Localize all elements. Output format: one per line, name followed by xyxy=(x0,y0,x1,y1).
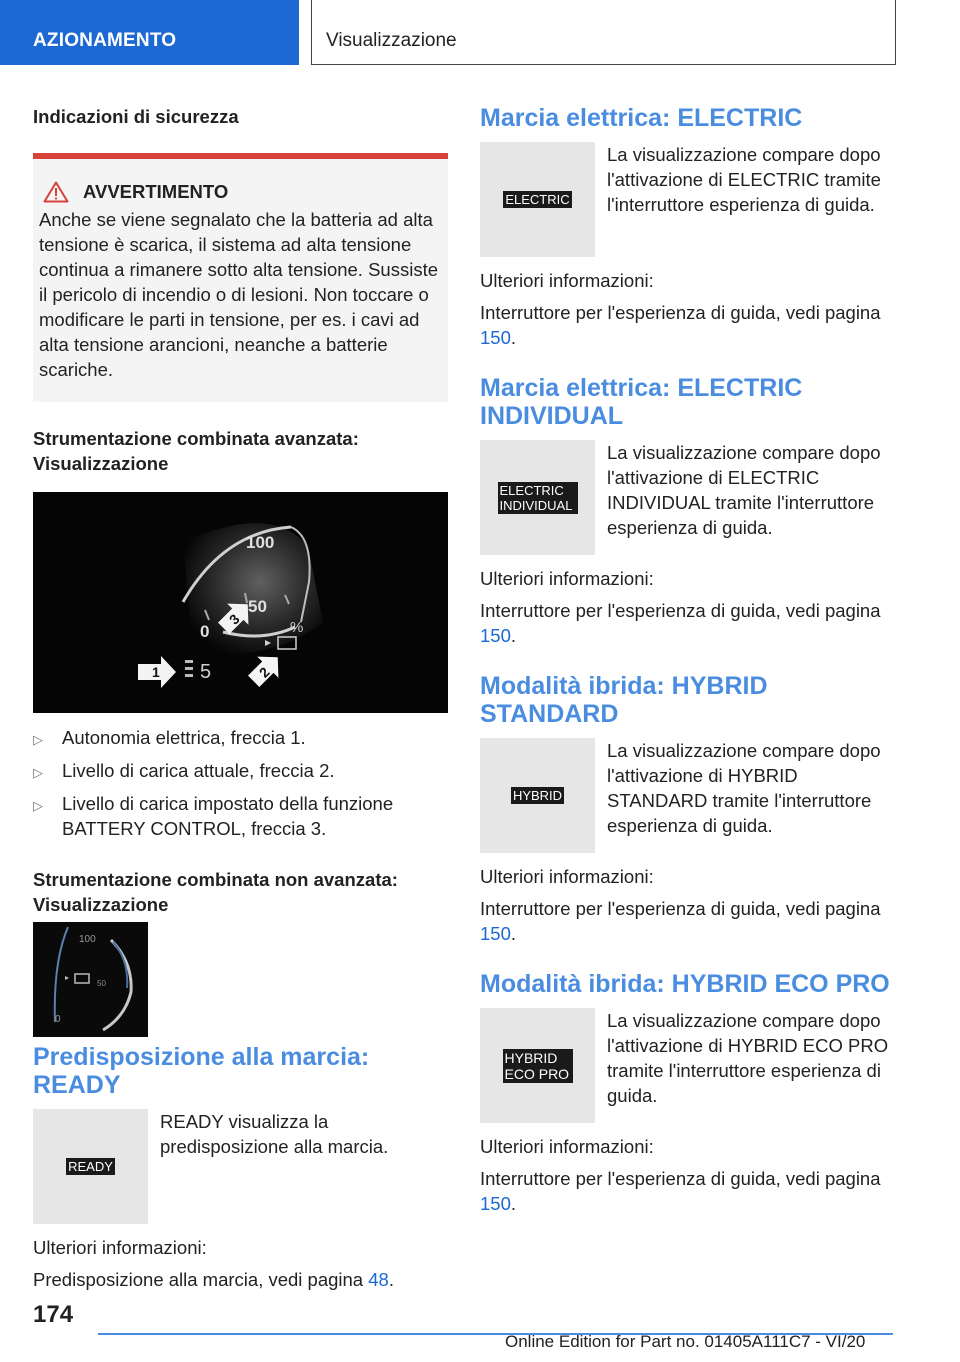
gauge-percent: % xyxy=(290,619,304,636)
small-gauge-100: 100 xyxy=(79,934,96,945)
hybrid-standard-more-info: Ulteriori informazioni: xyxy=(480,866,654,887)
edition-info: Online Edition for Part no. 01405A111C7 - VI/20 xyxy=(505,1332,866,1351)
electric-individual-badge: ELECTRIC INDIVIDUAL xyxy=(498,482,578,514)
ready-thumbnail xyxy=(33,1109,148,1224)
warning-title: AVVERTIMENTO xyxy=(83,181,229,202)
left-column xyxy=(33,104,448,1292)
hybrid-badge: HYBRID xyxy=(512,788,563,803)
page-number: 174 xyxy=(33,1301,74,1328)
right-column xyxy=(480,104,896,1216)
arrow-2 xyxy=(243,647,288,692)
electric-heading: Marcia elettrica: ELECTRIC xyxy=(480,104,803,132)
gauge-label-0: 0 xyxy=(200,622,210,641)
hybrid-eco-pro-reference: Interruttore per l'esperienza di guida, vedi pagina 150. xyxy=(480,1168,881,1214)
electric-page-link[interactable]: 150 xyxy=(480,327,511,348)
basic-cluster-image xyxy=(33,922,148,1037)
advanced-cluster-title: Strumentazione combinata avanzata: Visualizzazione xyxy=(33,428,359,474)
hybrid-standard-description: La visualizzazione compare dopo l'attivazione di HYBRID STANDARD tramite l'interruttore esperienza di guida. xyxy=(607,740,881,836)
svg-text:2: 2 xyxy=(255,663,273,681)
bullet-list xyxy=(33,725,448,841)
hybrid-standard-thumbnail xyxy=(480,738,595,853)
ready-row xyxy=(33,1109,448,1224)
electric-individual-description: La visualizzazione compare dopo l'attivazione di ELECTRIC INDIVIDUAL tramite l'interruttore esperienza di guida. xyxy=(607,442,881,538)
electric-reference: Interruttore per l'esperienza di guida, vedi pagina 150. xyxy=(480,302,881,348)
electric-thumbnail xyxy=(480,142,595,257)
bullet-triangle-icon: ▷ xyxy=(33,798,43,813)
ready-description: READY visualizza la predisposizione alla marcia. xyxy=(160,1111,389,1157)
ready-page-link[interactable]: 48 xyxy=(368,1269,389,1290)
hybrid-eco-pro-row xyxy=(480,1008,896,1123)
warning-triangle-icon xyxy=(43,181,69,203)
electric-badge: ELECTRIC xyxy=(505,192,570,207)
hybrid-eco-pro-page-link[interactable]: 150 xyxy=(480,1193,511,1214)
hybrid-eco-pro-thumbnail xyxy=(480,1008,595,1123)
section-tab: AZIONAMENTO xyxy=(0,0,299,65)
electric-more-info: Ulteriori informazioni: xyxy=(480,270,654,291)
hybrid-eco-pro-heading: Modalità ibrida: HYBRID ECO PRO xyxy=(480,970,890,998)
gauge-label-50: 50 xyxy=(248,597,267,616)
bullet-triangle-icon: ▷ xyxy=(33,732,43,747)
hybrid-standard-reference: Interruttore per l'esperienza di guida, vedi pagina 150. xyxy=(480,898,881,944)
hybrid-eco-pro-badge: HYBRID ECO PRO xyxy=(503,1049,573,1083)
svg-text:1: 1 xyxy=(152,664,160,680)
warning-text: Anche se viene segnalato che la batteria ad alta tensione è scarica, il sistema ad alta tensione continua a rimanere sotto alta tensione. Sussiste il pericolo di incendio o di lesioni. Non toccare o modificare le parti in tensione, per es. i cavi ad alta tensione arancioni, neanche a batterie scariche. xyxy=(39,209,439,380)
electric-description: La visualizzazione compare dopo l'attivazione di ELECTRIC tramite l'interruttore esperienza di guida. xyxy=(607,144,881,215)
warning-box xyxy=(33,153,448,402)
hybrid-standard-page-link[interactable]: 150 xyxy=(480,923,511,944)
safety-title: Indicazioni di sicurezza xyxy=(33,106,239,127)
chapter-title: Visualizzazione xyxy=(311,0,896,65)
gauge-label-100: 100 xyxy=(246,533,275,552)
electric-individual-reference: Interruttore per l'esperienza di guida, vedi pagina 150. xyxy=(480,600,881,646)
ready-heading: Predisposizione alla marcia: READY xyxy=(33,1043,370,1099)
range-value: 5 xyxy=(200,661,212,683)
list-item: ▷ Livello di carica attuale, freccia 2. xyxy=(33,758,448,785)
small-gauge-0: 0 xyxy=(55,1014,61,1025)
electric-individual-heading: Marcia elettrica: ELECTRIC INDIVIDUAL xyxy=(480,374,803,430)
hybrid-standard-heading: Modalità ibrida: HYBRID STANDARD xyxy=(480,672,768,728)
hybrid-standard-row xyxy=(480,738,896,853)
small-gauge-50: 50 xyxy=(97,979,106,988)
electric-individual-page-link[interactable]: 150 xyxy=(480,625,511,646)
electric-row xyxy=(480,142,896,257)
advanced-cluster-image xyxy=(33,492,448,713)
ready-reference: Predisposizione alla marcia, vedi pagina 48. xyxy=(33,1269,394,1290)
list-item: ▷ Autonomia elettrica, freccia 1. xyxy=(33,725,448,752)
ready-badge: READY xyxy=(68,1159,113,1174)
basic-cluster-title: Strumentazione combinata non avanzata: Visualizzazione xyxy=(33,869,398,915)
bullet-triangle-icon: ▷ xyxy=(33,765,43,780)
hybrid-eco-pro-description: La visualizzazione compare dopo l'attivazione di HYBRID ECO PRO tramite l'interruttore esperienza di guida. xyxy=(607,1010,889,1106)
list-item: ▷ Livello di carica impostato della funzione BATTERY CONTROL, freccia 3. xyxy=(33,793,394,839)
electric-individual-thumbnail xyxy=(480,440,595,555)
plug-icon xyxy=(185,660,193,677)
small-battery-icon xyxy=(75,974,89,983)
ready-more-info: Ulteriori informazioni: xyxy=(33,1237,207,1258)
hybrid-eco-pro-more-info: Ulteriori informazioni: xyxy=(480,1136,654,1157)
electric-individual-more-info: Ulteriori informazioni: xyxy=(480,568,654,589)
gauge-illustration xyxy=(33,492,448,713)
electric-individual-row xyxy=(480,440,896,555)
arrow-1 xyxy=(138,656,176,688)
svg-text:3: 3 xyxy=(225,610,243,628)
